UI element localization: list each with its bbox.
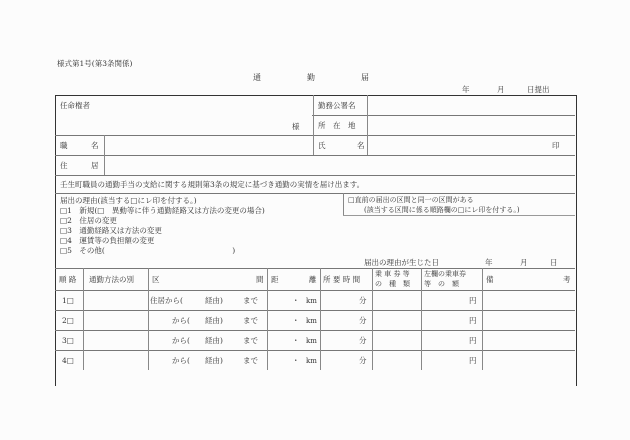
row-yen: 円 [469, 316, 477, 325]
row-from: から( [172, 336, 190, 345]
row-dot: ・ [292, 336, 300, 345]
row-via: 経由) [205, 356, 223, 365]
header-distance-a: 距 [271, 275, 279, 284]
reason-option-3[interactable]: □3 通勤経路又は方法の変更 [60, 226, 162, 235]
occurred-day: 日 [550, 258, 558, 267]
header-ticket-amount-2: 等 の 額 [424, 280, 459, 288]
seal-mark: 印 [552, 141, 560, 150]
location-label: 所 在 地 [318, 121, 356, 130]
title-char-2: 勤 [307, 73, 315, 82]
row-min: 分 [359, 356, 367, 365]
occurred-date-label: 届出の理由が生じた日 [364, 258, 439, 267]
reason-heading: 届出の理由(該当する□にレ印を付する。) [60, 196, 197, 205]
row-order-checkbox[interactable]: 2□ [62, 316, 74, 325]
row-via: 経由) [205, 296, 223, 305]
header-ticket-type-2: の 種 類 [375, 280, 410, 288]
name-label-a: 氏 [318, 141, 326, 150]
row-via: 経由) [205, 316, 223, 325]
appointer-label: 任命権者 [60, 101, 90, 110]
row-order-checkbox[interactable]: 1□ [62, 296, 74, 305]
occurred-month: 月 [520, 258, 528, 267]
reason-option-5[interactable]: □5 その他( ) [60, 246, 236, 255]
header-order: 順 路 [59, 275, 77, 284]
header-remarks-a: 備 [486, 275, 494, 284]
address-label-a: 住 [60, 161, 68, 170]
row-km: km [306, 357, 317, 365]
declaration-text: 壬生町職員の通勤手当の支給に関する規則第3条の規定に基づき通勤の実情を届け出ます。 [60, 180, 365, 189]
same-section-note: (該当する区間に係る順路欄の□にレ印を付する。) [364, 206, 520, 214]
row-dot: ・ [292, 296, 300, 305]
header-time: 所 要 時 間 [323, 275, 361, 284]
reason-option-1[interactable]: □1 新規(□ 異動等に伴う通勤経路又は方法の変更の場合) [60, 206, 265, 215]
row-from: 住居から( [150, 296, 183, 305]
header-section-a: 区 [152, 275, 160, 284]
submit-month: 月 [497, 85, 505, 94]
row-min: 分 [359, 316, 367, 325]
address-label-b: 居 [91, 161, 99, 170]
name-field[interactable] [370, 139, 550, 153]
job-title-label-b: 名 [91, 141, 99, 150]
job-title-field[interactable] [107, 139, 307, 153]
header-remarks-b: 考 [563, 275, 571, 284]
row-yen: 円 [469, 336, 477, 345]
header-ticket-amount-1: 左欄の乗車券 [424, 270, 466, 278]
row-min: 分 [359, 336, 367, 345]
row-km: km [306, 337, 317, 345]
row-to: まで [243, 296, 258, 305]
row-min: 分 [359, 296, 367, 305]
row-to: まで [243, 336, 258, 345]
row-km: km [306, 297, 317, 305]
header-ticket-type-1: 乗 車 券 等 [375, 270, 410, 278]
row-from: から( [172, 316, 190, 325]
reason-option-2[interactable]: □2 住居の変更 [60, 216, 117, 225]
row-from: から( [172, 356, 190, 365]
row-yen: 円 [469, 356, 477, 365]
row-via: 経由) [205, 336, 223, 345]
office-label: 勤務公署名 [318, 101, 356, 110]
reason-option-4[interactable]: □4 運賃等の負担額の変更 [60, 236, 155, 245]
title-char-3: 届 [361, 73, 369, 82]
same-section-checkbox[interactable]: □直前の届出の区間と同一の区間がある [348, 196, 474, 204]
row-km: km [306, 317, 317, 325]
row-to: まで [243, 316, 258, 325]
header-section-b: 間 [256, 275, 264, 284]
submit-year: 年 [462, 85, 470, 94]
row-order-checkbox[interactable]: 3□ [62, 336, 74, 345]
submit-day: 日提出 [527, 85, 550, 94]
honorific: 様 [292, 122, 300, 131]
name-label-b: 名 [357, 141, 365, 150]
row-dot: ・ [292, 356, 300, 365]
occurred-year: 年 [485, 258, 493, 267]
job-title-label-a: 職 [60, 141, 68, 150]
row-dot: ・ [292, 316, 300, 325]
form-number: 様式第1号(第3条関係) [57, 59, 133, 68]
row-to: まで [243, 356, 258, 365]
header-distance-b: 離 [309, 275, 317, 284]
office-field[interactable] [370, 99, 570, 113]
title-char-1: 通 [253, 73, 261, 82]
row-order-checkbox[interactable]: 4□ [62, 356, 74, 365]
address-field[interactable] [107, 159, 567, 173]
location-field[interactable] [370, 119, 570, 133]
header-method: 通勤方法の別 [89, 275, 134, 284]
row-yen: 円 [469, 296, 477, 305]
